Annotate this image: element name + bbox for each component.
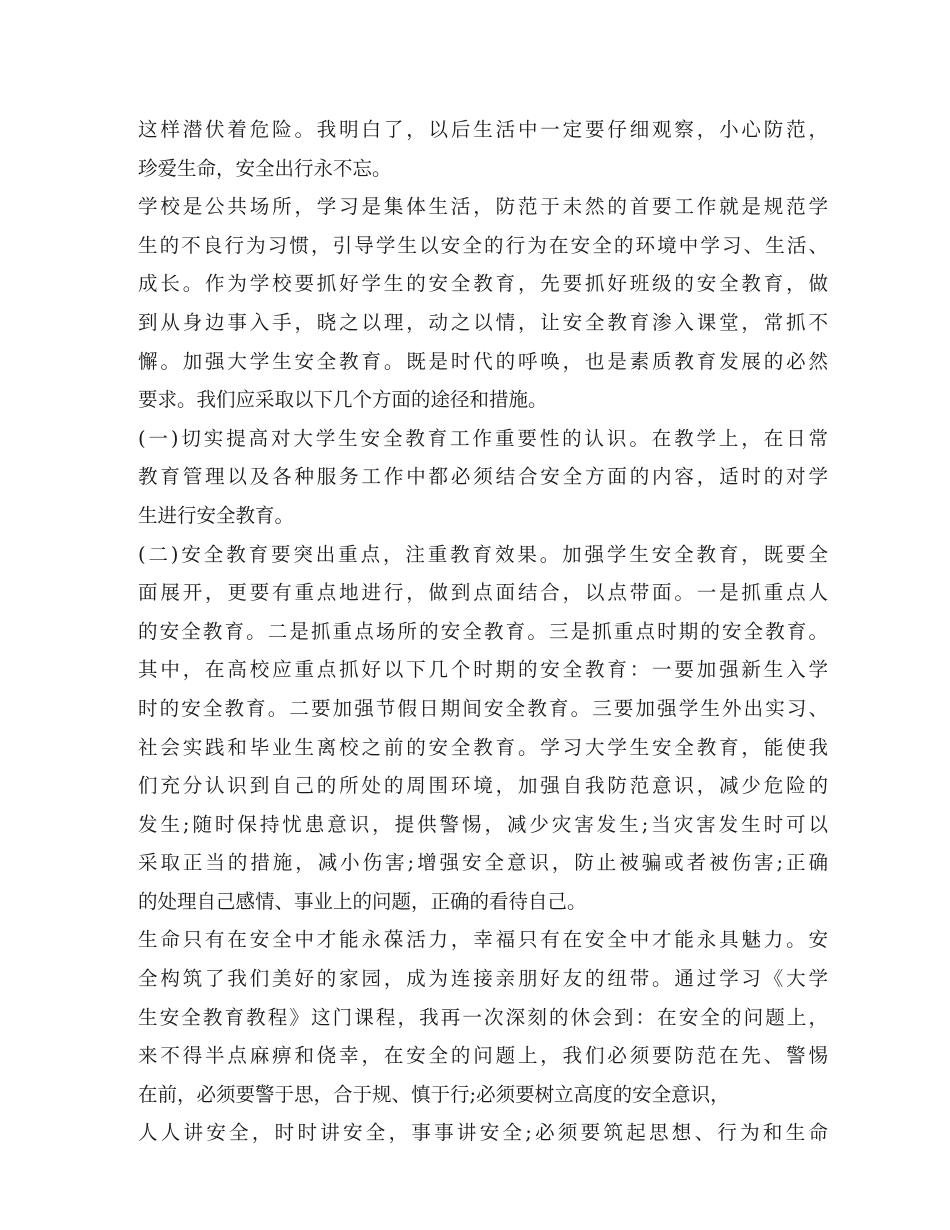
text-line: 这样潜伏着危险。我明白了，以后生活中一定要仔细观察，小心防范，: [138, 118, 828, 141]
text-line: 采取正当的措施，减小伤害;增强安全意识，防止被骗或者被伤害;正确: [138, 851, 828, 875]
text-line: 成长。作为学校要抓好学生的安全教育，先要抓好班级的安全教育，做: [138, 272, 828, 296]
text-line: (二)安全教育要突出重点，注重教育效果。加强学生安全教育，既要全: [138, 542, 828, 566]
text-line: 全构筑了我们美好的家园，成为连接亲朋好友的纽带。通过学习《大学: [138, 967, 828, 991]
text-line: 人人讲安全，时时讲安全，事事讲安全;必须要筑起思想、行为和生命: [138, 1121, 828, 1145]
text-line: 教育管理以及各种服务工作中都必须结合安全方面的内容，适时的对学: [138, 465, 828, 489]
text-line: 来不得半点麻痹和侥幸，在安全的问题上，我们必须要防范在先、警惕: [138, 1044, 828, 1068]
text-line: 要求。我们应采取以下几个方面的途径和措施。: [138, 388, 548, 412]
text-line: 社会实践和毕业生离校之前的安全教育。学习大学生安全教育，能使我: [138, 735, 828, 759]
text-line: 到从身边事入手，晓之以理，动之以情，让安全教育渗入课堂，常抓不: [138, 310, 828, 334]
text-line: 时的安全教育。二要加强节假日期间安全教育。三要加强学生外出实习、: [138, 696, 828, 720]
text-line: 珍爱生命，安全出行永不忘。: [138, 156, 392, 180]
text-line: 其中，在高校应重点抓好以下几个时期的安全教育：一要加强新生入学: [138, 658, 828, 682]
text-line: 面展开，更要有重点地进行，做到点面结合，以点带面。一是抓重点人: [138, 581, 828, 605]
text-line: 发生;随时保持忧患意识，提供警惕，减少灾害发生;当灾害发生时可以: [138, 812, 828, 836]
text-line: 生进行安全教育。: [138, 503, 295, 527]
text-line: 生的不良行为习惯，引导学生以安全的行为在安全的环境中学习、生活、: [138, 233, 828, 257]
text-line: 在前，必须要警于思，合于规、慎于行;必须要树立高度的安全意识，: [138, 1082, 730, 1106]
text-line: 的处理自己感情、事业上的问题，正确的看待自己。: [138, 889, 587, 913]
text-line: 生命只有在安全中才能永葆活力，幸福只有在安全中才能永具魅力。安: [138, 928, 828, 952]
text-line: (一)切实提高对大学生安全教育工作重要性的认识。在教学上，在日常: [138, 426, 828, 450]
text-line: 的安全教育。二是抓重点场所的安全教育。三是抓重点时期的安全教育。: [138, 619, 828, 643]
text-line: 们充分认识到自己的所处的周围环境，加强自我防范意识，减少危险的: [138, 774, 828, 798]
body-text: [138, 111, 828, 1153]
text-line: 生安全教育教程》这门课程，我再一次深刻的休会到：在安全的问题上，: [138, 1005, 828, 1029]
text-line: 懈。加强大学生安全教育。既是时代的呼唤，也是素质教育发展的必然: [138, 349, 828, 373]
text-line: 学校是公共场所，学习是集体生活，防范于未然的首要工作就是规范学: [138, 195, 828, 219]
